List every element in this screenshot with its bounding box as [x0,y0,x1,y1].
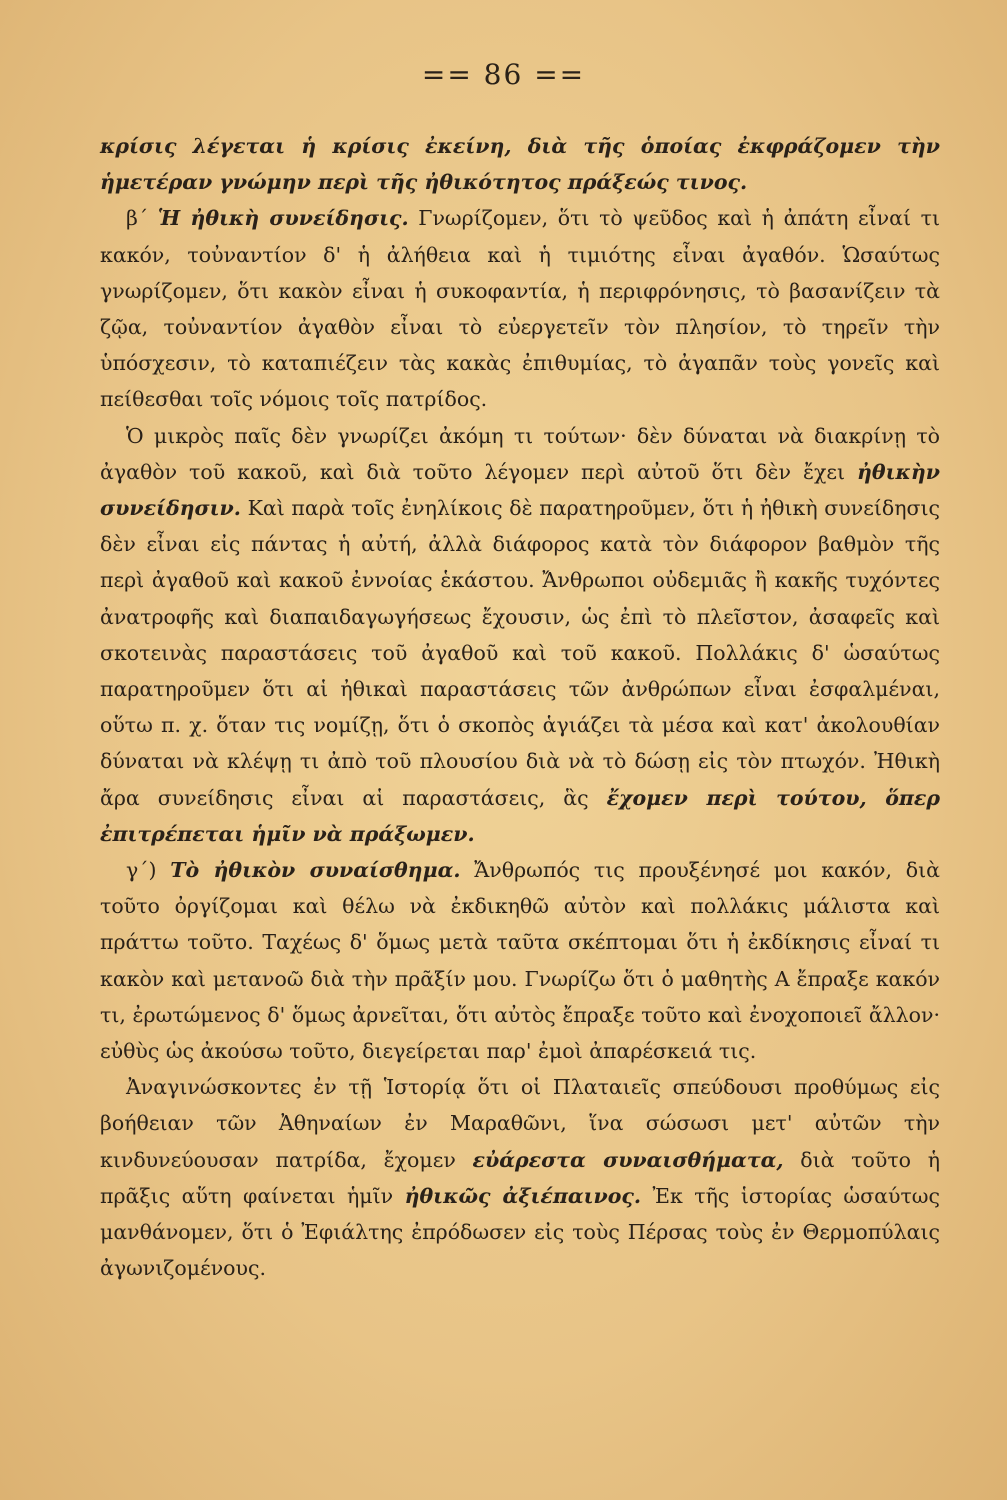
paragraph-1 [100,128,940,200]
text-span: Ἐκ τῆς ἱστορίας ὡσαύτως μανθάνομεν, ὅτι ὁ Ἐφιάλτης ἐπρόδωσεν εἰς τοὺς Πέρσας τοὺς ἐν Θερμοπύλαις ἀγωνιζομένους. [100,1183,940,1281]
paragraph-4 [100,852,940,1069]
paragraph-5 [100,1069,940,1286]
text-span: Ὁ μικρὸς παῖς δὲν γνωρίζει ἀκόμη τι τούτων· δὲν δύναται νὰ διακρίνῃ τὸ ἀγαθὸν τοῦ κακοῦ, καὶ διὰ τοῦτο λέγομεν περὶ αὐτοῦ ὅτι δὲν ἔχει [100,423,940,484]
text-span: διὰ τοῦτο ἡ πρᾶξις αὕτη φαίνεται ἡμῖν [100,1147,940,1208]
emphasized-text: ἠθικῶς ἀξιέπαινος. [404,1183,642,1208]
body-text [100,128,940,1287]
section-marker: β΄ [126,206,158,231]
page-number: == 86 == [421,58,586,91]
text-span: Ἀναγινώσκοντες ἐν τῇ Ἱστορίᾳ ὅτι οἱ Πλαταιεῖς σπεύδουσι προθύμως εἰς βοήθειαν τῶν Ἀθηναίων ἐν Μαραθῶνι, ἵνα σώσωσι μετ' αὐτῶν τὴν κινδυνεύουσαν πατρίδα, ἔχομεν [100,1075,940,1172]
emphasized-text: ἠθικὴν συνείδησιν. [100,459,940,521]
emphasized-text: κρίσις λέγεται ἡ κρίσις ἐκείνη, διὰ τῆς ὁποίας ἐκφράζομεν τὴν ἡμετέραν γνώμην περὶ τῆς ἠθικότητος πράξεώς τινος. [100,134,940,195]
section-marker: γ΄) [126,858,171,883]
text-span: Γνωρίζομεν, ὅτι τὸ ψεῦδος καὶ ἡ ἀπάτη εἶναί τι κακόν, τοὐναντίον δ' ἡ ἀλήθεια καὶ ἡ τιμιότης εἶναι ἀγαθόν. Ὡσαύτως γνωρίζομεν, ὅτι κακὸν εἶναι ἡ συκοφαντία, ἡ περιφρόνησις, τὸ βασανίζειν τὰ ζῷα, τοὐναντίον ἀγαθὸν εἶναι τὸ εὐεργετεῖν τὸν πλησίον, τὸ τηρεῖν τὴν ὑπόσχεσιν, τὸ καταπιέζειν τὰς κακὰς ἐπιθυμίας, τὸ ἀγαπᾶν τοὺς γονεῖς καὶ πείθεσθαι τοῖς νόμοις τοῖς πατρίδος. [100,206,940,412]
paragraph-2 [100,200,940,417]
section-heading: Ἡ ἠθικὴ συνείδησις. [157,206,409,231]
emphasized-text: εὐάρεστα συναισθήματα, [472,1147,784,1172]
section-heading: Τὸ ἠθικὸν συναίσθημα. [170,858,461,883]
paragraph-3 [100,418,940,852]
text-span: Ἄνθρωπός τις προυξένησέ μοι κακόν, διὰ τοῦτο ὀργίζομαι καὶ θέλω νὰ ἐκδικηθῶ αὐτὸν καὶ πολλάκις μάλιστα καὶ πράττω τοῦτο. Ταχέως δ' ὅμως μετὰ ταῦτα σκέπτομαι ὅτι ἡ ἐκδίκησις εἶναί τι κακὸν καὶ μετανοῶ διὰ τὴν πρᾶξίν μου. Γνωρίζω ὅτι ὁ μαθητὴς Α ἔπραξε κακόν τι, ἐρωτώμενος δ' ὅμως ἀρνεῖται, ὅτι αὐτὸς ἔπραξε τοῦτο καὶ ἐνοχοποιεῖ ἄλλον· εὐθὺς ὡς ἀκούσω τοῦτο, διεγείρεται παρ' ἐμοὶ ἀπαρέσκειά τις. [100,858,940,1064]
text-span: Καὶ παρὰ τοῖς ἐνηλίκοις δὲ παρατηροῦμεν, ὅτι ἡ ἠθικὴ συνείδησις δὲν εἶναι εἰς πάντας ἡ αὐτή, ἀλλὰ διάφορος κατὰ τὸν διάφορον βαθμὸν τῆς περὶ ἀγαθοῦ καὶ κακοῦ ἐννοίας ἑκάστου. Ἄνθρωποι οὐδεμιᾶς ἢ κακῆς τυχόντες ἀνατροφῆς καὶ διαπαιδαγωγήσεως ἔχουσιν, ὡς ἐπὶ τὸ πλεῖστον, ἀσαφεῖς καὶ σκοτεινὰς παραστάσεις τοῦ ἀγαθοῦ καὶ τοῦ κακοῦ. Πολλάκις δ' ὡσαύτως παρατηροῦμεν ὅτι αἱ ἠθικαὶ παραστάσεις τῶν ἀνθρώπων εἶναι ἐσφαλμέναι, οὕτω π. χ. ὅταν τις νομίζῃ, ὅτι ὁ σκοπὸς ἁγιάζει τὰ μέσα καὶ κατ' ἀκολουθίαν δύναται νὰ κλέψῃ τι ἀπὸ τοῦ πλουσίου διὰ νὰ τὸ δώσῃ εἰς τὸν πτωχόν. Ἠθικὴ ἄρα συνείδησις εἶναι αἱ παραστάσεις, ἃς [100,496,940,810]
emphasized-text: ἔχομεν περὶ τούτου, ὅπερ ἐπιτρέπεται ἡμῖν νὰ πράξωμεν. [100,785,940,846]
